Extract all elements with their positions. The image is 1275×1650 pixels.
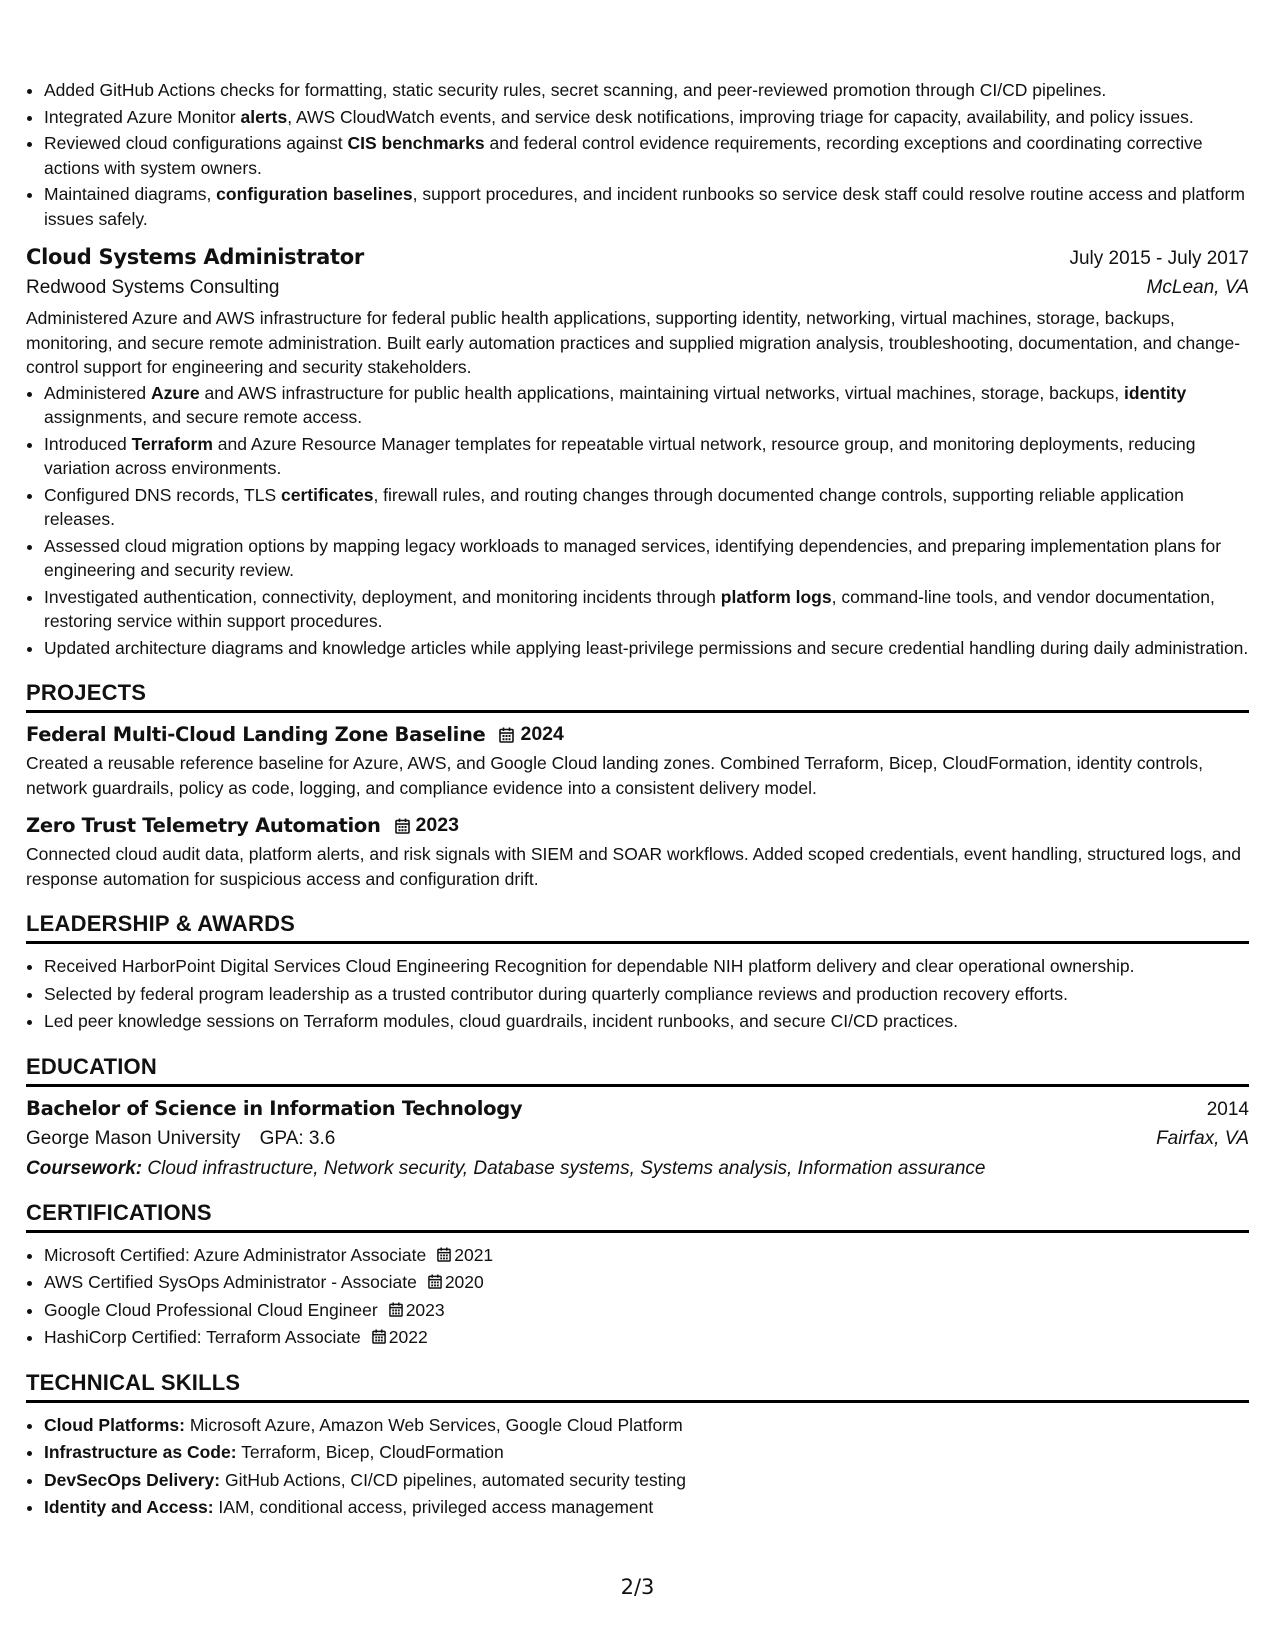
education-header — [26, 1097, 1249, 1121]
certification-year: 2021 — [454, 1244, 494, 1265]
bold-keyword: alerts — [240, 106, 288, 127]
skill-item — [44, 1413, 1249, 1438]
bullet-item — [44, 182, 1249, 231]
page-number: 2/3 — [620, 1575, 655, 1599]
skill-item — [44, 1468, 1249, 1493]
certification-item — [44, 1325, 1249, 1350]
certification-name: Google Cloud Professional Cloud Engineer — [44, 1299, 378, 1320]
skill-item — [44, 1440, 1249, 1465]
bullet-text: Reviewed cloud configurations against — [44, 133, 348, 153]
education-subheader — [26, 1128, 1249, 1150]
leadership-item: • Selected by federal program leadership as a trusted contributor during quarterly compliance reviews and production recovery efforts. — [44, 982, 1249, 1007]
certification-name: Microsoft Certified: Azure Administrator Associate — [44, 1244, 427, 1265]
skill-value: IAM, conditional access, privileged access management — [218, 1497, 654, 1517]
bullet-item — [44, 131, 1249, 180]
bullet-text: Updated architecture diagrams and knowledge articles while applying least-privilege permissions and secure credential handling during daily administration. — [44, 637, 1249, 658]
calendar-icon — [372, 1329, 386, 1344]
bullet-text: and AWS infrastructure for public health applications, maintaining virtual networks, virtual machines, storage, backups, — [199, 382, 1125, 403]
project-year: 2024 — [520, 723, 564, 745]
bold-keyword: configuration baselines — [216, 184, 413, 204]
project-header — [26, 723, 1249, 746]
certification-year: 2023 — [405, 1299, 445, 1320]
certification-item — [44, 1270, 1249, 1295]
role-location: McLean, VA — [1146, 277, 1249, 298]
bullet-text: Added GitHub Actions checks for formatting, static security rules, secret scanning, and peer-reviewed promotion through CI/CD pipelines. — [44, 80, 1107, 100]
certification-year: 2022 — [388, 1327, 428, 1347]
bullet-text: Investigated authentication, connectivity, deployment, and monitoring incidents through — [44, 586, 721, 607]
bullet-text: , AWS CloudWatch events, and service desk notifications, improving triage for capacity, availability, and policy issues. — [287, 106, 1194, 127]
leadership-item: • Received HarborPoint Digital Services Cloud Engineering Recognition for dependable NIH platform delivery and clear operational ownership. — [44, 954, 1249, 979]
project-name: Zero Trust Telemetry Automation — [26, 814, 381, 837]
bullet-text: Assessed cloud migration options by mapping legacy workloads to managed services, identifying dependencies, and preparing implementation plans for engineering and security review. — [44, 535, 1222, 580]
coursework-list: Cloud infrastructure, Network security, Database systems, Systems analysis, Information assurance — [147, 1157, 986, 1179]
certification-name: HashiCorp Certified: Terraform Associate — [44, 1327, 361, 1347]
project-description: Connected cloud audit data, platform alerts, and risk signals with SIEM and SOAR workflows. Added scoped credentials, event handling, structured logs, and response automation for suspicious access and configuration drift. — [26, 844, 1241, 889]
leadership-heading: LEADERSHIP & AWARDS — [26, 911, 1249, 944]
role-summary: Administered Azure and AWS infrastructure for federal public health applications, supporting identity, networking, virtual machines, storage, backups, monitoring, and secure remote administration. Built early automation practices and supplied migration analysis, troubleshooting, documentation, and change-control support for engineering and security stakeholders. — [26, 308, 1241, 377]
resume-page — [26, 78, 1249, 1523]
education-location: Fairfax, VA — [1156, 1127, 1249, 1149]
education-year: 2014 — [1206, 1098, 1249, 1120]
bullet-text: Administered — [44, 382, 151, 403]
bullet-text: and Azure Resource Manager templates for repeatable virtual network, resource group, and monitoring deployments, reducing variation across environments. — [44, 433, 1196, 478]
skill-label: DevSecOps Delivery: — [44, 1469, 221, 1490]
role-header — [26, 245, 1249, 270]
skill-value: Microsoft Azure, Amazon Web Services, Google Cloud Platform — [189, 1414, 683, 1435]
bullet-item — [44, 483, 1249, 532]
bold-keyword: Terraform — [131, 433, 213, 454]
education-gpa: GPA: 3.6 — [259, 1127, 336, 1149]
skill-label: Identity and Access: — [44, 1497, 214, 1517]
skill-item — [44, 1495, 1249, 1520]
certifications-list — [26, 1243, 1249, 1350]
skill-label: Infrastructure as Code: — [44, 1442, 237, 1462]
bullet-item — [44, 534, 1249, 583]
skill-label: Cloud Platforms: — [44, 1414, 185, 1435]
continued-bullet-list — [26, 78, 1249, 231]
leadership-item: • Led peer knowledge sessions on Terraform modules, cloud guardrails, incident runbooks, and secure CI/CD practices. — [44, 1009, 1249, 1034]
bold-keyword: identity — [1124, 382, 1187, 403]
bullet-text: , firewall rules, and routing changes through documented change controls, supporting reliable application releases. — [44, 484, 1184, 529]
projects-heading: PROJECTS — [26, 680, 1249, 713]
bullet-text: and federal control evidence requirements, recording exceptions and coordinating corrective actions with system owners. — [44, 133, 1203, 178]
education-school: George Mason University — [26, 1127, 241, 1149]
bullet-text: assignments, and secure remote access. — [44, 407, 363, 427]
project-description: Created a reusable reference baseline for Azure, AWS, and Google Cloud landing zones. Combined Terraform, Bicep, CloudFormation, identity controls, network guardrails, policy as code, logging, and compliance evidence into a consistent delivery model. — [26, 753, 1204, 798]
coursework-label: Coursework: — [26, 1157, 143, 1179]
bullet-item — [44, 636, 1249, 661]
coursework — [26, 1158, 1249, 1180]
bullet-item — [44, 381, 1249, 430]
role-company: Redwood Systems Consulting — [26, 277, 280, 298]
project-year: 2023 — [415, 814, 459, 836]
calendar-icon — [428, 1274, 442, 1289]
education-degree: Bachelor of Science in Information Technology — [26, 1096, 523, 1120]
bold-keyword: Azure — [151, 382, 200, 403]
bullet-text: Integrated Azure Monitor — [44, 106, 241, 127]
bullet-item — [44, 78, 1249, 103]
certifications-heading: CERTIFICATIONS — [26, 1200, 1249, 1233]
certification-item — [44, 1298, 1249, 1323]
calendar-icon — [499, 727, 514, 743]
role-dates: July 2015 - July 2017 — [1069, 248, 1249, 269]
calendar-icon — [389, 1302, 403, 1317]
education-heading: EDUCATION — [26, 1054, 1249, 1087]
skills-list — [26, 1413, 1249, 1520]
bullet-text: Maintained diagrams, — [44, 184, 217, 204]
bullet-text: , support procedures, and incident runbooks so service desk staff could resolve routine access and platform issues safely. — [44, 184, 1245, 229]
bullet-item — [44, 432, 1249, 481]
certification-year: 2020 — [444, 1272, 484, 1292]
project-header — [26, 814, 1249, 837]
certification-name: AWS Certified SysOps Administrator - Associate — [44, 1272, 417, 1292]
skill-value: GitHub Actions, CI/CD pipelines, automated security testing — [224, 1469, 687, 1490]
role-subheader — [26, 277, 1249, 299]
bold-keyword: platform logs — [720, 586, 832, 607]
role-bullet-list — [26, 381, 1249, 661]
bold-keyword: certificates — [281, 484, 374, 505]
calendar-icon — [437, 1247, 451, 1262]
project-name: Federal Multi-Cloud Landing Zone Baseline — [26, 723, 486, 746]
bullet-item — [44, 585, 1249, 634]
calendar-icon — [395, 818, 410, 834]
bullet-text: Configured DNS records, TLS — [44, 484, 282, 505]
leadership-list — [26, 954, 1249, 1034]
skills-heading: TECHNICAL SKILLS — [26, 1370, 1249, 1403]
bold-keyword: CIS benchmarks — [347, 133, 485, 153]
certification-item — [44, 1243, 1249, 1268]
bullet-text: , command-line tools, and vendor documentation, restoring service within support procedures. — [44, 586, 1215, 631]
bullet-item — [44, 105, 1249, 130]
role-title: Cloud Systems Administrator — [26, 245, 364, 269]
skill-value: Terraform, Bicep, CloudFormation — [241, 1442, 504, 1462]
bullet-text: Introduced — [44, 433, 132, 454]
